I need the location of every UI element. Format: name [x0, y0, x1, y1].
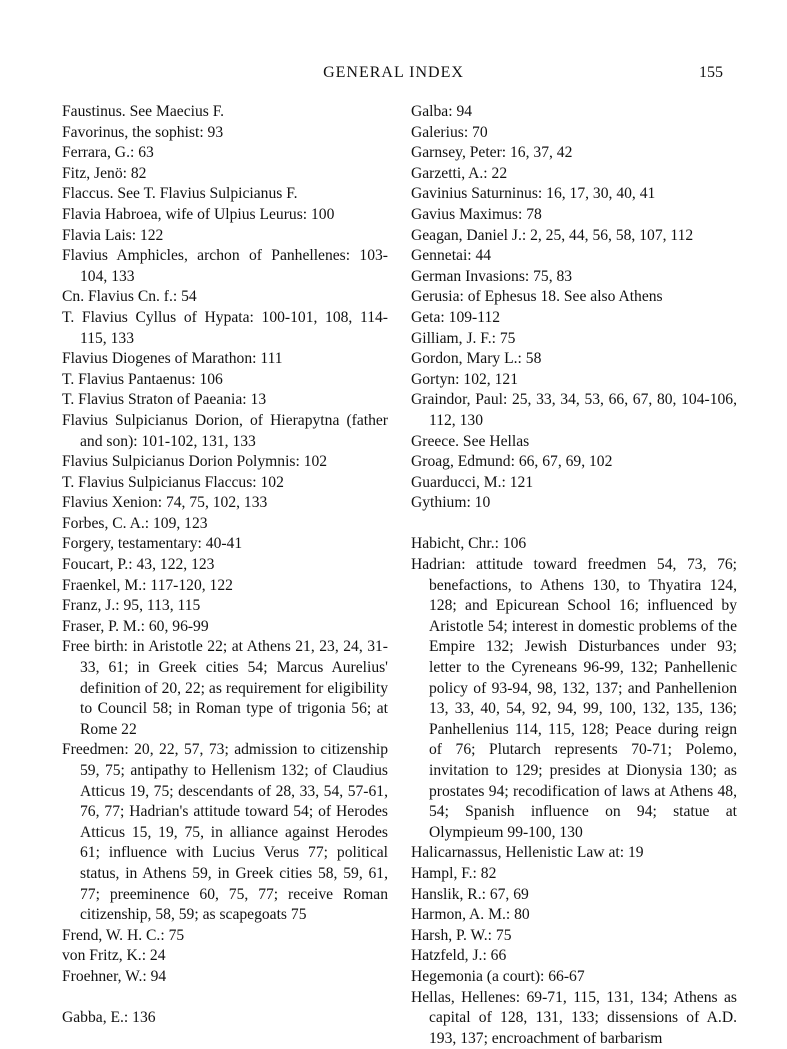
index-entry: Gordon, Mary L.: 58	[411, 350, 542, 368]
index-entry: Forbes, C. A.: 109, 123	[62, 514, 208, 532]
index-entry: Galerius: 70	[411, 123, 488, 141]
index-entry: Groag, Edmund: 66, 67, 69, 102	[411, 453, 613, 471]
index-entry: T. Flavius Straton of Paeania: 13	[62, 391, 267, 409]
index-entry: Frend, W. H. C.: 75	[62, 926, 185, 944]
index-entry: Galba: 94	[411, 103, 473, 120]
index-entry: Franz, J.: 95, 113, 115	[62, 597, 201, 615]
index-entry: Fraser, P. M.: 60, 96-99	[62, 617, 209, 635]
index-entry: Flavius Sulpicianus Dorion, of Hierapytna (father and son): 101-102, 131, 133	[62, 411, 388, 450]
index-entry: T. Flavius Cyllus of Hypata: 100-101, 108, 114-115, 133	[62, 308, 388, 347]
index-entry: Greece. See Hellas	[411, 432, 530, 450]
left-column	[62, 102, 388, 1029]
index-entry: Halicarnassus, Hellenistic Law at: 19	[411, 844, 644, 862]
index-entry: Forgery, testamentary: 40-41	[62, 535, 243, 553]
index-entry: Garnsey, Peter: 16, 37, 42	[411, 144, 573, 162]
index-entry: Habicht, Chr.: 106	[411, 535, 527, 553]
index-entry: Foucart, P.: 43, 122, 123	[62, 556, 215, 574]
index-entry: Fraenkel, M.: 117-120, 122	[62, 576, 233, 594]
index-entry: Gerusia: of Ephesus 18. See also Athens	[411, 288, 663, 306]
index-entry: Gennetai: 44	[411, 247, 492, 265]
page-number: 155	[699, 64, 723, 81]
index-entry: Free birth: in Aristotle 22; at Athens 21, 23, 24, 31-33, 61; in Greek cities 54; Marcus Aurelius' definition of 20, 22; as requirement for eligibility to Council 58; in Roman type of trigonia 56; at Rome 22	[62, 638, 388, 738]
index-entry: Flavius Amphicles, archon of Panhellenes: 103-104, 133	[62, 247, 388, 285]
index-entry: Flavius Xenion: 74, 75, 102, 133	[62, 494, 268, 512]
index-entry: Ferrara, G.: 63	[62, 144, 154, 162]
index-entry: Harmon, A. M.: 80	[411, 906, 530, 924]
index-entry: Hegemonia (a court): 66-67	[411, 967, 585, 985]
index-entry: Hampl, F.: 82	[411, 864, 497, 882]
index-entry: Flavius Sulpicianus Dorion Polymnis: 102	[62, 453, 328, 471]
index-entry: T. Flavius Sulpicianus Flaccus: 102	[62, 473, 284, 491]
index-entry: Favorinus, the sophist: 93	[62, 123, 224, 141]
index-entry: Geta: 109-112	[411, 308, 501, 326]
index-entry: Gythium: 10	[411, 494, 491, 512]
index-entry: Flavia Lais: 122	[62, 226, 164, 244]
index-entry: Flavius Diogenes of Marathon: 111	[62, 350, 283, 368]
index-entry: Hellas, Hellenes: 69-71, 115, 131, 134; Athens as capital of 128, 131, 133; dissensions of A.D. 193, 137; encroachment of barbarism	[411, 988, 737, 1047]
letter-gap	[411, 514, 737, 535]
index-entry: Hatzfeld, J.: 66	[411, 947, 507, 965]
index-entry: Faustinus. See Maecius F.	[62, 103, 225, 120]
index-entry: Froehner, W.: 94	[62, 967, 167, 985]
index-entry: Fitz, Jenö: 82	[62, 164, 147, 182]
index-entry: Garzetti, A.: 22	[411, 164, 508, 182]
index-entry: Flaccus. See T. Flavius Sulpicianus F.	[62, 185, 298, 203]
index-entry: Harsh, P. W.: 75	[411, 926, 512, 944]
index-entry: Guarducci, M.: 121	[411, 473, 534, 491]
index-entry: Graindor, Paul: 25, 33, 34, 53, 66, 67, 80, 104-106, 112, 130	[411, 391, 737, 429]
index-entry: Hadrian: attitude toward freedmen 54, 73, 76; benefactions, to Athens 130, to Thyatira 124, 128; and Epicurean School 16; influenced by Aristotle 54; interest in domestic problems of the Empire 132; Jewish Disturbances under 93; letter to the Cyreneans 96-99, 132; Panhellenic policy of 93-94, 98, 132, 137; and Panhellenion 13, 33, 40, 54, 92, 94, 99, 100, 132, 135, 136; Panhellenius 114, 115, 128; Peace during reign of 76; Plutarch represents 70-71; Polemo, invitation to 129; presides at Dionysia 130; as prostates 94; recodification of laws at Athens 48, 54; Spanish influence on 94; statue at Olympieum 99-100, 130	[411, 556, 737, 841]
index-entry: T. Flavius Pantaenus: 106	[62, 370, 223, 388]
index-entry: Hanslik, R.: 67, 69	[411, 885, 529, 903]
index-entry: Gavinius Saturninus: 16, 17, 30, 40, 41	[411, 185, 656, 203]
index-entry: Geagan, Daniel J.: 2, 25, 44, 56, 58, 107, 112	[411, 226, 694, 244]
right-column	[411, 102, 737, 1049]
index-entry: Gilliam, J. F.: 75	[411, 329, 516, 347]
index-entry: German Invasions: 75, 83	[411, 267, 573, 285]
index-entry: von Fritz, K.: 24	[62, 947, 166, 965]
index-entry: Gortyn: 102, 121	[411, 370, 518, 388]
index-entry: Gavius Maximus: 78	[411, 205, 542, 223]
letter-gap	[62, 988, 388, 1009]
index-entry: Gabba, E.: 136	[62, 1009, 156, 1027]
page-title: GENERAL INDEX	[323, 64, 464, 81]
index-entry: Cn. Flavius Cn. f.: 54	[62, 288, 197, 306]
index-entry: Freedmen: 20, 22, 57, 73; admission to citizenship 59, 75; antipathy to Hellenism 132; of Claudius Atticus 19, 75; descendants of 28, 33, 54, 57-61, 76, 77; Hadrian's attitude toward 54; of Herodes Atticus 15, 19, 75, in alliance against Herodes 61; influence with Lucius Verus 77; political status, in Athens 59, in Greek cities 58, 59, 61, 77; preeminence 60, 75, 77; receive Roman citizenship, 58, 59; as scapegoats 75	[62, 741, 388, 924]
index-entry: Flavia Habroea, wife of Ulpius Leurus: 100	[62, 205, 335, 223]
